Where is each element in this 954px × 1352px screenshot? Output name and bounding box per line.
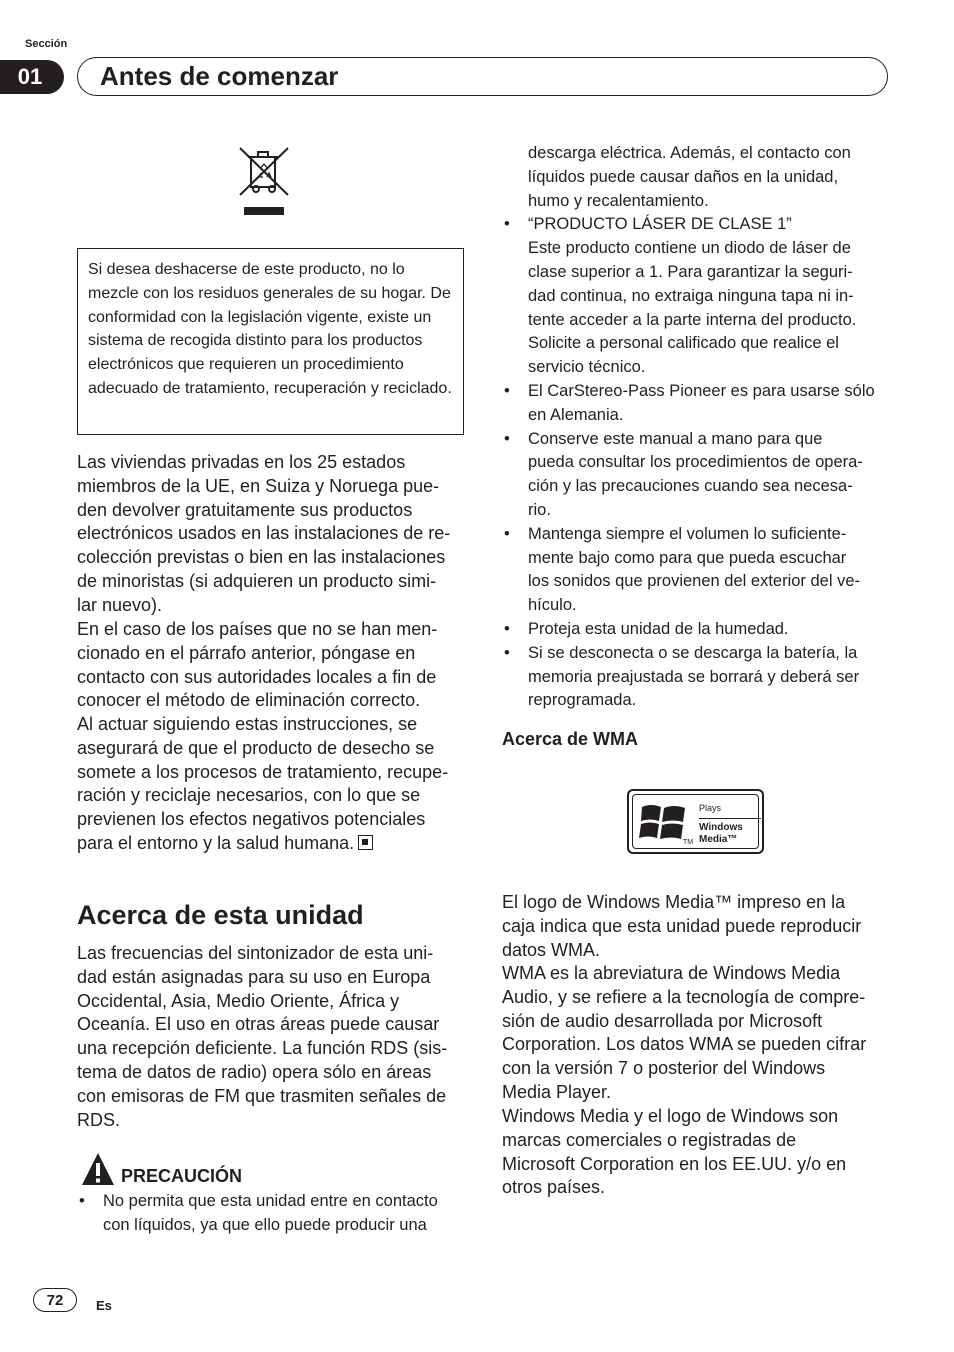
chapter-title: Antes de comenzar bbox=[100, 61, 339, 91]
page-number: 72 bbox=[33, 1288, 77, 1312]
windows-media-logo bbox=[627, 789, 764, 854]
disposal-notice-text: Si desea deshacerse de este producto, no lo mezcle con los residuos generales de su hogar. De conformidad con la legislación vigente, existe un sistema de recogida distinto para los productos electrónicos que requieren un procedimiento adecuado de tratamiento, recuperación y reciclado. bbox=[88, 261, 452, 397]
list-item: • “PRODUCTO LÁSER DE CLASE 1” Este producto contiene un diodo de láser de clase superior a 1. Para garantizar la seguri- dad continua, no extraiga ninguna tapa ni in- tente acceder a la parte interna del producto. Solicite a personal calificado que realice el servicio técnico. bbox=[502, 213, 892, 380]
section-label: Sección bbox=[25, 38, 68, 50]
caution-list bbox=[77, 1190, 472, 1238]
paragraph-eu-return: Las viviendas privadas en los 25 estados miembros de la UE, en Suiza y Noruega pue- den devolver gratuitamente sus productos electrónicos usados en las instalaciones de re- colección previstas o bien en las instalaciones de minoristas (si adquieren un producto simi- lar nuevo). bbox=[77, 452, 451, 615]
section-number-badge: 01 bbox=[0, 60, 64, 94]
paragraph-instructions bbox=[77, 713, 467, 856]
section-heading-unit: Acerca de esta unidad bbox=[77, 900, 364, 930]
list-item: • Si se desconecta o se descarga la batería, la memoria preajustada se borrará y deberá ser reprogramada. bbox=[502, 642, 892, 713]
windows-flag-icon bbox=[639, 801, 689, 845]
list-item-continued: descarga eléctrica. Además, el contacto con líquidos puede causar daños en la unidad, humo y recalentamiento. bbox=[528, 144, 851, 210]
warning-triangle-icon bbox=[80, 1151, 116, 1187]
wma-heading: Acerca de WMA bbox=[502, 729, 639, 749]
list-item: • Mantenga siempre el volumen lo suficiente- mente bajo como para que pueda escuchar los sonidos que provienen del exterior del ve- hículo. bbox=[502, 523, 892, 618]
caution-title: PRECAUCIÓN bbox=[121, 1166, 243, 1186]
wma-plays-label: Plays bbox=[699, 803, 722, 813]
wma-windows-media-label: Windows Media™ bbox=[699, 822, 743, 845]
windows-media-logo-frame bbox=[632, 794, 759, 849]
disposal-notice-box bbox=[77, 248, 464, 435]
chapter-title-bar bbox=[77, 57, 888, 96]
list-item: • Conserve este manual a mano para que pueda consultar los procedimientos de opera- ción y las precauciones cuando sea necesa- rio. bbox=[502, 428, 892, 523]
list-item: • El CarStereo-Pass Pioneer es para usarse sólo en Alemania. bbox=[502, 380, 892, 428]
list-item: • Proteja esta unidad de la humedad. bbox=[502, 618, 892, 642]
wma-paragraph-definition: WMA es la abreviatura de Windows Media Audio, y se refiere a la tecnología de compre- sión de audio desarrollada por Microsoft Corporation. Los datos WMA se pueden cifrar con la versión 7 o posterior del Windows Media Player. bbox=[502, 963, 867, 1102]
wma-tm-label: TM bbox=[683, 839, 694, 846]
wma-paragraph-logo: El logo de Windows Media™ impreso en la caja indica que esta unidad puede reproducir datos WMA. bbox=[502, 892, 862, 960]
paragraph-instructions-text: Al actuar siguiendo estas instrucciones, se asegurará de que el producto de desecho se somete a los procesos de tratamiento, recupe- ración y reciclaje necesarios, con lo que se previenen los efectos negativos potenciales para el entorno y la salud humana. bbox=[77, 714, 449, 853]
end-mark-icon bbox=[358, 835, 373, 850]
list-item: • No permita que esta unidad entre en contacto con líquidos, ya que ello puede producir una bbox=[77, 1190, 472, 1238]
weee-bin-icon bbox=[238, 145, 290, 217]
unit-description: Las frecuencias del sintonizador de esta uni- dad están asignadas para su uso en Europa Occidental, Asia, Medio Oriente, África y Oceanía. El uso en otras áreas puede causar una recepción deficiente. La función RDS (sis- tema de datos de radio) opera sólo en áreas con emisoras de FM que trasmiten señales de RDS. bbox=[77, 943, 448, 1130]
wma-paragraph-trademarks: Windows Media y el logo de Windows son marcas comerciales o registradas de Microsoft Corporation en los EE.UU. y/o en otros países. bbox=[502, 1106, 847, 1198]
wma-divider bbox=[699, 818, 761, 819]
caution-list-continued bbox=[502, 142, 892, 713]
paragraph-other-countries: En el caso de los países que no se han men- cionado en el párrafo anterior, póngase en contacto con sus autoridades locales a fin de conocer el método de eliminación correcto. bbox=[77, 619, 438, 711]
language-code: Es bbox=[96, 1298, 112, 1313]
